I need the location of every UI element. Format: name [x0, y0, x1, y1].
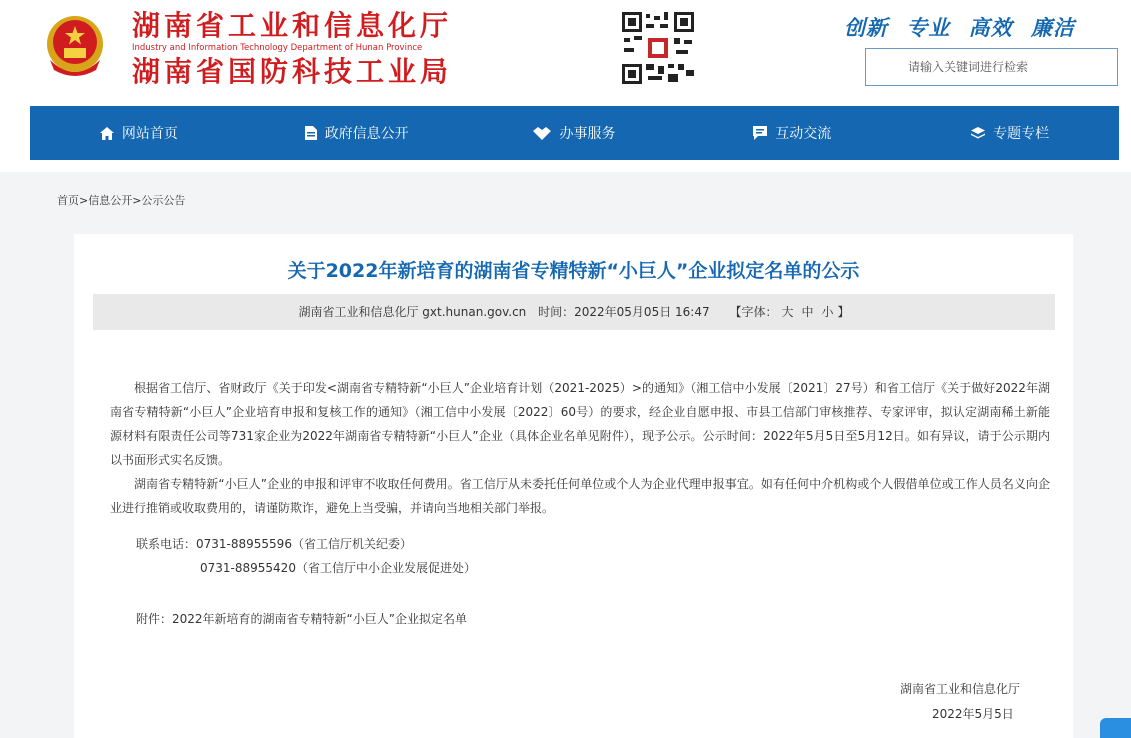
layers-icon [971, 127, 985, 140]
handshake-icon [533, 127, 551, 140]
article-panel [74, 234, 1073, 738]
nav-item-special-topics[interactable] [901, 106, 1119, 160]
signer: 湖南省工业和信息化厅 [900, 682, 1021, 696]
article-paragraph: 根据省工信厅、省财政厅《关于印发<湖南省专精特新“小巨人”企业培育计划（2021-2025）>的通知》（湘工信中小发展〔2021〕27号）和省工信厅《关于做好2022年湖南省专精特新“小巨人”企业培育申报和复核工作的通知》（湘工信中小发展〔2022〕60号）的要求，经企业自愿申报、市县工信部门审核推荐、专家评审，拟认定湖南稀土新能源材料有限责任公司等731家企业为2022年湖南省专精特新“小巨人”企业（具体企业名单见附件），现予公示。公示时间：2022年5月5日至5月12日。如有异议，请于公示期内以书面形式实名反馈。 [110, 381, 1050, 467]
article-time-label: 时间： [538, 305, 575, 319]
contact-phone-1: 联系电话：0731-88955596（省工信厅机关纪委） [136, 537, 412, 551]
qr-code-image [620, 10, 696, 86]
org-name-en: Industry and Information Technology Department of Hunan Province [132, 43, 423, 53]
slogan-3: 高效 [968, 16, 1013, 40]
site-header [0, 0, 1131, 106]
nav-item-gov-info[interactable] [248, 106, 466, 160]
national-emblem-logo [44, 10, 106, 82]
slogan-4: 廉洁 [1030, 16, 1075, 40]
font-size-label: 【字体： [729, 305, 778, 319]
font-size-end: 】 [837, 305, 850, 319]
article-body [110, 376, 1050, 520]
nav-item-home[interactable] [30, 106, 248, 160]
contact-phone-2: 0731-88955420（省工信厅中小企业发展促进处） [200, 561, 476, 575]
org-titles [132, 10, 452, 88]
slogan [844, 12, 1085, 42]
font-size-large-button[interactable]: 大 [781, 305, 794, 319]
article-time: 2022年05月05日 16:47 [574, 305, 710, 319]
slogan-1: 创新 [844, 16, 888, 40]
floating-chat-button[interactable] [1100, 718, 1131, 738]
sign-date: 2022年5月5日 [932, 707, 1014, 721]
main-nav [30, 106, 1119, 160]
nav-item-services[interactable] [466, 106, 684, 160]
article-title: 关于2022年新培育的湖南省专精特新“小巨人”企业拟定名单的公示 [287, 260, 860, 282]
document-icon [305, 126, 317, 140]
nav-item-interaction[interactable] [683, 106, 901, 160]
font-size-small-button[interactable]: 小 [821, 305, 834, 319]
breadcrumb[interactable]: 首页>信息公开>公示公告 [57, 194, 186, 207]
attachment-link[interactable]: 附件：2022年新培育的湖南省专精特新“小巨人”企业拟定名单 [136, 612, 467, 626]
article-paragraph: 湖南省专精特新“小巨人”企业的申报和评审不收取任何费用。省工信厅从未委托任何单位或个人为企业代理申报事宜。如有任何中介机构或个人假借单位或工作人员名义向企业进行推销或收取费用的，请谨防欺诈，避免上当受骗，并请向当地相关部门举报。 [110, 477, 1050, 515]
article-meta-bar [93, 294, 1055, 330]
nav-label: 政府信息公开 [324, 126, 409, 142]
org-name-cn-secondary: 湖南省国防科技工业局 [132, 55, 453, 88]
nav-label: 专题专栏 [993, 126, 1050, 142]
nav-label: 办事服务 [559, 126, 616, 142]
slogan-2: 专业 [906, 16, 951, 40]
search-input[interactable]: 请输入关键词进行检索 [865, 48, 1118, 86]
article-source: 湖南省工业和信息化厅 gxt.hunan.gov.cn [298, 305, 527, 319]
org-name-cn: 湖南省工业和信息化厅 [132, 9, 453, 42]
chat-icon [753, 126, 767, 140]
nav-label: 互动交流 [775, 126, 832, 142]
nav-label: 网站首页 [121, 126, 178, 142]
home-icon [100, 127, 114, 140]
font-size-medium-button[interactable]: 中 [801, 305, 814, 319]
